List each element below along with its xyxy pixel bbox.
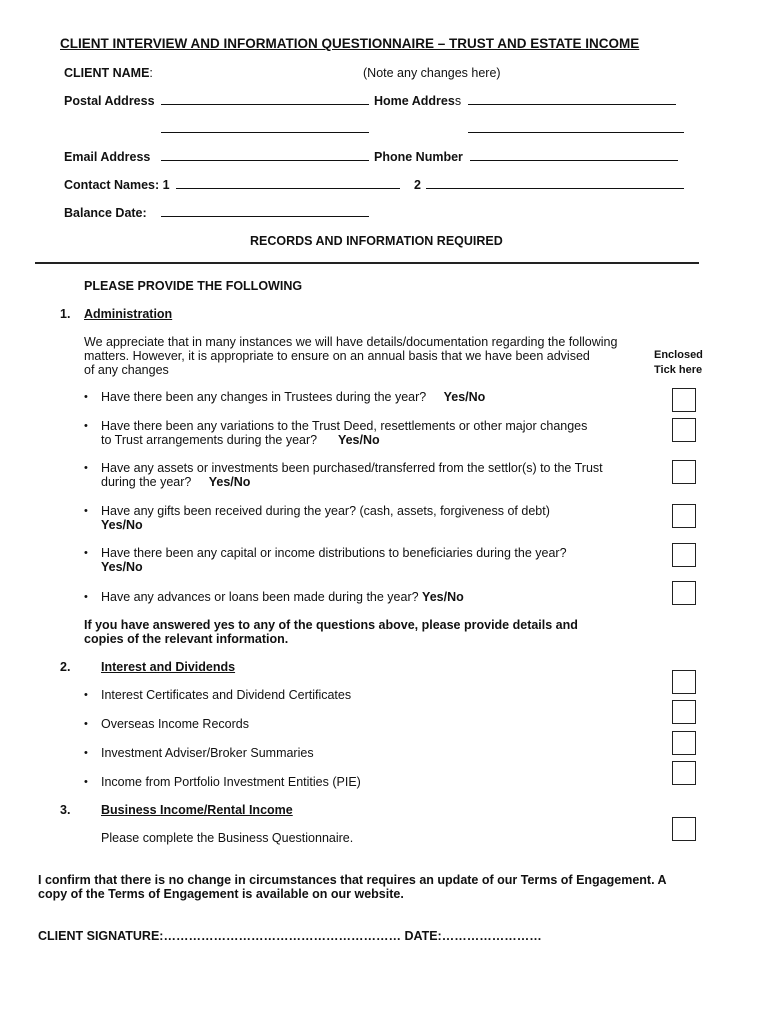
section-1-intro-line2: matters. However, it is appropriate to ensure on an annual basis that we have been advised [84,349,590,363]
enclosed-label: Enclosed [654,349,703,361]
tick-box-s2-item1[interactable] [672,670,696,694]
section-1-intro-line1: We appreciate that in many instances we will have details/documentation regarding the following [84,335,618,349]
client-name-row [64,66,153,80]
phone-field[interactable] [470,150,678,161]
list-item: Overseas Income Records [101,717,249,731]
list-item: Investment Adviser/Broker Summaries [101,746,314,760]
document-title: CLIENT INTERVIEW AND INFORMATION QUESTIONNAIRE – TRUST AND ESTATE INCOME [60,36,640,51]
tick-box-s2-item4[interactable] [672,761,696,785]
question-3-text: during the year? [101,475,192,489]
question-6-yesno: Yes/No [422,590,464,604]
phone-label: Phone Number [374,150,463,164]
home-address-field[interactable] [468,94,676,105]
question-1-text: Have there been any changes in Trustees during the year? [101,390,427,404]
confirm-line1: I confirm that there is no change in circumstances that requires an update of our Terms of Engagement. A [38,873,667,887]
bullet-icon: • [84,747,88,759]
bullet-icon: • [84,420,88,432]
section-1-note-line2: copies of the relevant information. [84,632,289,646]
tick-box-s2-item2[interactable] [672,700,696,724]
tick-box-s3[interactable] [672,817,696,841]
date-field[interactable]: DATE:…………………… [404,929,542,943]
bullet-icon: • [84,776,88,788]
bullet-icon: • [84,689,88,701]
tick-box-q1[interactable] [672,388,696,412]
contact-2-label: 2 [414,178,421,192]
please-provide-heading: PLEASE PROVIDE THE FOLLOWING [84,279,303,293]
question-2-line2 [101,433,380,447]
bullet-icon: • [84,718,88,730]
section-1-heading: Administration [84,307,173,321]
question-3-line2 [101,475,250,489]
question-3-yesno: Yes/No [208,475,251,489]
section-1-note-line1: If you have answered yes to any of the questions above, please provide details and [84,618,578,632]
list-item: Income from Portfolio Investment Entities (PIE) [101,775,361,789]
email-field[interactable] [161,150,369,161]
section-divider [35,262,699,264]
email-label: Email Address [64,150,151,164]
question-4-line1: Have any gifts been received during the year? (cash, assets, forgiveness of debt) [101,504,550,518]
tick-box-q3[interactable] [672,460,696,484]
question-2-yesno: Yes/No [337,433,380,447]
section-1-number: 1. [60,307,71,321]
client-name-colon: : [149,66,153,80]
section-1-intro-line3: of any changes [84,363,169,377]
question-1-yesno: Yes/No [443,390,486,404]
section-2-number: 2. [60,660,71,674]
home-address-label [374,94,461,108]
postal-address-field[interactable] [161,94,369,105]
tick-box-q5[interactable] [672,543,696,567]
home-address-label-tail: s [454,94,462,108]
signature-row [38,929,542,943]
bullet-icon: • [84,591,88,603]
question-2-text: to Trust arrangements during the year? [101,433,318,447]
postal-address-field-line2[interactable] [161,122,369,133]
section-3-heading: Business Income/Rental Income [101,803,293,817]
question-1 [101,390,485,404]
bullet-icon: • [84,391,88,403]
section-3-number: 3. [60,803,71,817]
section-2-heading: Interest and Dividends [101,660,236,674]
confirm-line2: copy of the Terms of Engagement is available on our website. [38,887,404,901]
contact-2-field[interactable] [426,178,684,189]
postal-address-label: Postal Address [64,94,155,108]
question-6 [101,590,464,604]
bullet-icon: • [84,505,88,517]
home-address-field-line2[interactable] [468,122,684,133]
note-changes: (Note any changes here) [363,66,501,80]
tick-box-q6[interactable] [672,581,696,605]
list-item: Interest Certificates and Dividend Certificates [101,688,352,702]
bullet-icon: • [84,462,88,474]
tick-here-label: Tick here [654,364,703,376]
balance-date-label: Balance Date: [64,206,147,220]
balance-date-field[interactable] [161,206,369,217]
tick-box-s2-item3[interactable] [672,731,696,755]
question-5-yesno: Yes/No [101,560,143,574]
section-3-text: Please complete the Business Questionnaire. [101,831,354,845]
tick-box-q4[interactable] [672,504,696,528]
question-3-line1: Have any assets or investments been purchased/transferred from the settlor(s) to the Trust [101,461,603,475]
client-name-label: CLIENT NAME [64,66,150,80]
tick-box-q2[interactable] [672,418,696,442]
contact-1-field[interactable] [176,178,400,189]
records-heading: RECORDS AND INFORMATION REQUIRED [250,234,503,248]
question-6-text: Have any advances or loans been made during the year? [101,590,423,604]
question-5-line1: Have there been any capital or income distributions to beneficiaries during the year? [101,546,567,560]
question-2-line1: Have there been any variations to the Trust Deed, resettlements or other major changes [101,419,588,433]
client-signature-field[interactable]: CLIENT SIGNATURE:………………………………………………… [38,929,401,943]
bullet-icon: • [84,547,88,559]
contact-names-label: Contact Names: 1 [64,178,170,192]
home-address-label-main: Home Addres [374,94,455,108]
question-4-yesno: Yes/No [101,518,143,532]
